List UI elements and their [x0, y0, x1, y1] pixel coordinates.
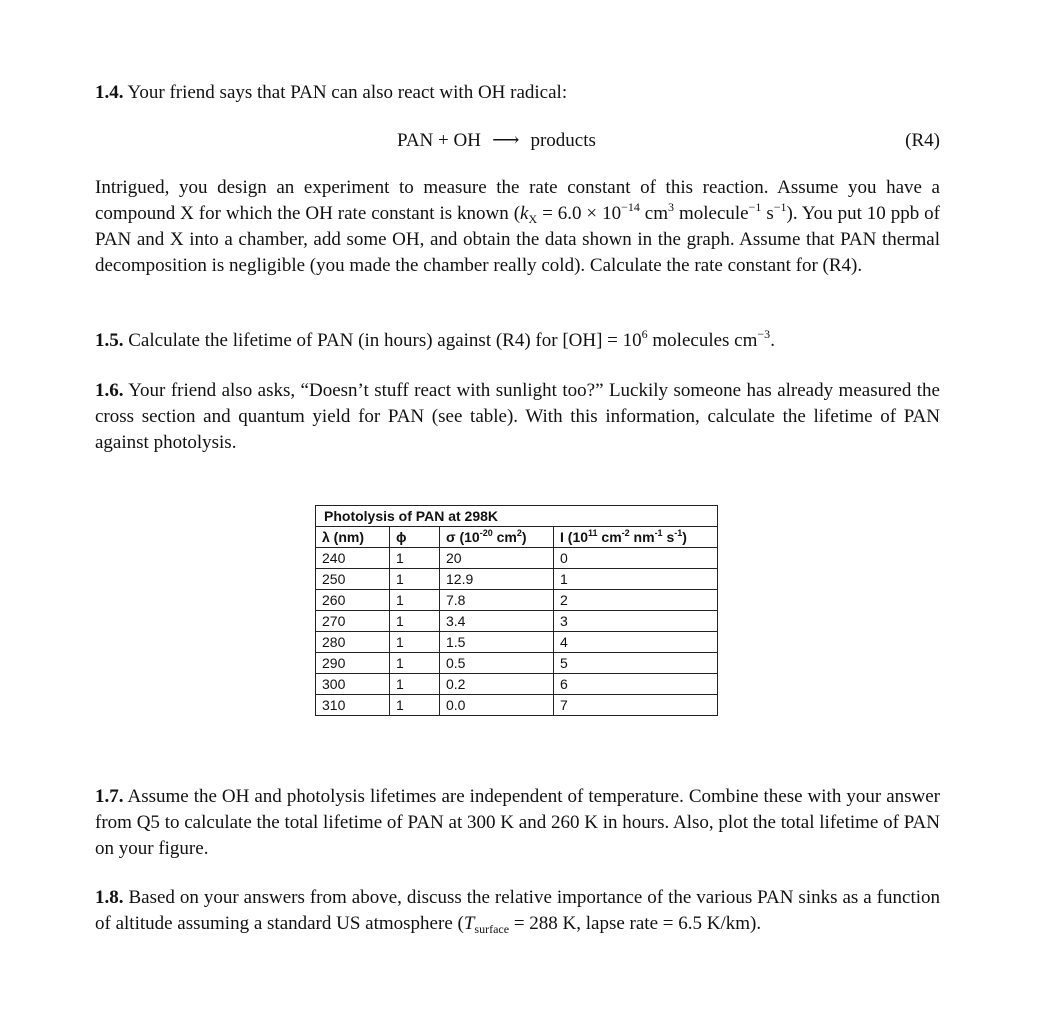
header-sigma-unit: cm	[492, 529, 517, 545]
cell-flux: 6	[554, 674, 718, 695]
header-flux-unit2-exp: -1	[654, 528, 663, 538]
question-number: 1.8.	[95, 887, 124, 908]
cell-flux: 5	[554, 653, 718, 674]
cell-flux: 2	[554, 590, 718, 611]
k-exponent: −14	[621, 200, 640, 214]
header-flux	[554, 527, 718, 548]
cell-sigma: 1.5	[440, 632, 554, 653]
reaction-arrow-icon: ⟶	[492, 130, 520, 151]
question-1-6	[95, 378, 940, 456]
cell-lambda: 250	[316, 569, 390, 590]
k-value: = 6.0 × 10	[537, 203, 622, 224]
question-number: 1.4.	[95, 82, 124, 103]
cell-phi: 1	[390, 653, 440, 674]
cell-flux: 3	[554, 611, 718, 632]
cell-sigma: 12.9	[440, 569, 554, 590]
header-flux-close: )	[682, 529, 687, 545]
cell-phi: 1	[390, 569, 440, 590]
cell-lambda: 240	[316, 548, 390, 569]
header-sigma-text: σ (10	[446, 529, 480, 545]
cm-exponent: −3	[757, 327, 771, 341]
table-row	[316, 695, 718, 716]
header-flux-unit1: cm	[597, 529, 622, 545]
header-flux-unit3: s	[662, 529, 675, 545]
reaction-equation-r4	[95, 128, 940, 154]
cell-sigma: 0.0	[440, 695, 554, 716]
question-1-7	[95, 784, 940, 862]
equation-reactants: PAN + OH	[397, 130, 481, 151]
unit-s: s	[761, 203, 774, 224]
table-header-row	[316, 527, 718, 548]
header-sigma	[440, 527, 554, 548]
t-subscript: surface	[474, 922, 510, 936]
oh-exponent: 6	[641, 327, 648, 341]
table-row	[316, 632, 718, 653]
header-flux-unit3-exp: -1	[674, 528, 683, 538]
question-number: 1.7.	[95, 786, 124, 807]
cell-phi: 1	[390, 674, 440, 695]
table-row	[316, 611, 718, 632]
header-lambda: λ (nm)	[316, 527, 390, 548]
table-row	[316, 674, 718, 695]
header-phi: ϕ	[390, 527, 440, 548]
table-caption: Photolysis of PAN at 298K	[316, 506, 718, 527]
header-sigma-exp: -20	[479, 528, 493, 538]
unit-molecule-exp: −1	[748, 200, 762, 214]
cell-lambda: 280	[316, 632, 390, 653]
cell-phi: 1	[390, 548, 440, 569]
question-1-4-body	[95, 175, 940, 279]
unit-molecule: molecule	[674, 203, 749, 224]
cell-flux: 0	[554, 548, 718, 569]
cell-lambda: 260	[316, 590, 390, 611]
cell-phi: 1	[390, 632, 440, 653]
header-sigma-unit-exp: 2	[516, 528, 522, 538]
unit-s-exp: −1	[773, 200, 787, 214]
question-text: Assume the OH and photolysis lifetimes are independent of temperature. Combine these with your answer from Q5 to calculate the total lifetime of PAN at 300 K and 260 K in hours. Also, plot the total lifetime of PAN on your figure.	[95, 786, 940, 859]
question-text-2: molecules cm	[647, 330, 758, 351]
para-text: Intrigued, you design an experiment to measure the rate constant of this reaction. Assume you have a compound X for which the OH rate constant is known (	[95, 177, 940, 224]
cell-phi: 1	[390, 695, 440, 716]
table-row	[316, 653, 718, 674]
equation-products: products	[530, 130, 596, 151]
header-sigma-close: )	[521, 529, 527, 545]
table-row	[316, 548, 718, 569]
unit-cm-exp: 3	[668, 200, 675, 214]
question-1-8	[95, 885, 940, 937]
question-1-5	[95, 328, 940, 354]
table-row	[316, 569, 718, 590]
question-text: Your friend says that PAN can also react with OH radical:	[127, 82, 568, 103]
question-text: Based on your answers from above, discuss the relative importance of the various PAN sinks as a function of altitude assuming a standard US atmosphere (	[95, 887, 940, 934]
question-1-4-intro	[95, 80, 940, 106]
question-number: 1.6.	[95, 380, 124, 401]
cell-sigma: 0.2	[440, 674, 554, 695]
question-text-2: = 288 K, lapse rate = 6.5 K/km).	[509, 913, 762, 934]
cell-flux: 4	[554, 632, 718, 653]
header-flux-unit2: nm	[629, 529, 655, 545]
table-caption-row	[316, 506, 718, 527]
cell-sigma: 3.4	[440, 611, 554, 632]
cell-sigma: 7.8	[440, 590, 554, 611]
cell-lambda: 270	[316, 611, 390, 632]
cell-sigma: 0.5	[440, 653, 554, 674]
unit-cm: cm	[639, 203, 669, 224]
question-text: Calculate the lifetime of PAN (in hours) against (R4) for [OH] = 10	[128, 330, 642, 351]
cell-lambda: 290	[316, 653, 390, 674]
cell-flux: 7	[554, 695, 718, 716]
question-text-3: .	[770, 330, 775, 351]
header-flux-exp: 11	[588, 528, 598, 538]
question-text: Your friend also asks, “Doesn’t stuff react with sunlight too?” Luckily someone has already measured the cross section and quantum yield for PAN (see table). With this information, calculate the lifetime of PAN against photolysis.	[95, 380, 940, 453]
cell-phi: 1	[390, 611, 440, 632]
para-text-rest: ). You put 10 ppb of PAN and X into a chamber, add some OH, and obtain the data shown in the graph. Assume that PAN thermal decomposition is negligible (you made the chamber really cold). Calculate the rate constant for (R4).	[95, 203, 940, 276]
equation-tag: (R4)	[905, 130, 940, 151]
t-symbol: T	[463, 913, 475, 934]
cell-sigma: 20	[440, 548, 554, 569]
table-row	[316, 590, 718, 611]
k-symbol: k	[520, 203, 529, 224]
cell-lambda: 300	[316, 674, 390, 695]
photolysis-table	[315, 505, 718, 716]
header-flux-text: I (10	[560, 529, 589, 545]
equation-body	[397, 128, 596, 154]
cell-lambda: 310	[316, 695, 390, 716]
header-flux-unit1-exp: -2	[621, 528, 630, 538]
cell-phi: 1	[390, 590, 440, 611]
question-number: 1.5.	[95, 330, 124, 351]
k-subscript: X	[528, 212, 538, 226]
cell-flux: 1	[554, 569, 718, 590]
